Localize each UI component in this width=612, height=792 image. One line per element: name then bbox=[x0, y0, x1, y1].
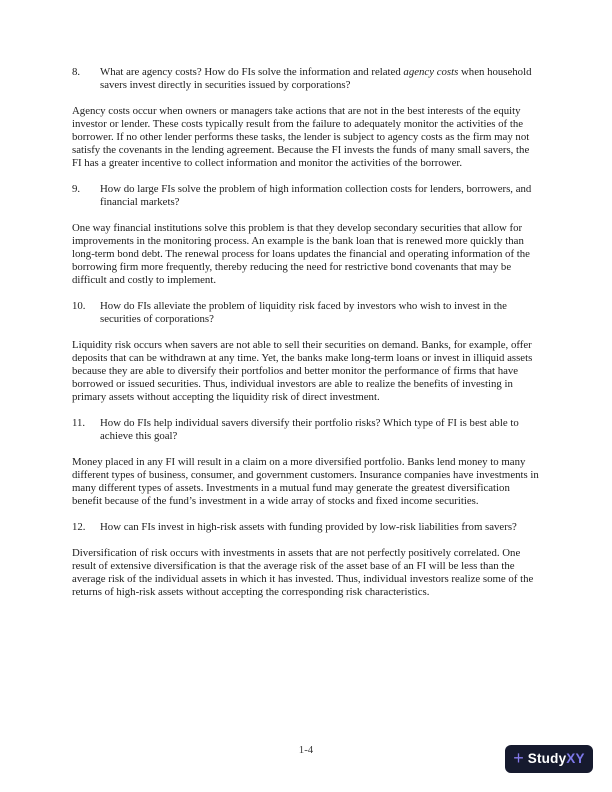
question-item bbox=[72, 521, 541, 534]
question-number: 8. bbox=[72, 66, 81, 78]
answer-paragraph: Agency costs occur when owners or managers take actions that are not in the best interests of the equity investor or lender. These costs typically result from the failure to adequately monitor the activities of the borrower. If no other lender performs these tasks, the lender is subject to agency costs as the firm may not satisfy the covenants in the lending agreement. Because the FI invests the funds of many small savers, the FI has a greater incentive to collect information and monitor the activities of the borrower. bbox=[72, 105, 530, 169]
brand-name-primary: Study bbox=[527, 751, 567, 766]
question-text bbox=[100, 183, 541, 209]
question-item bbox=[72, 300, 541, 326]
question-text-segment: What are agency costs? How do FIs solve the information and related bbox=[100, 66, 404, 78]
brand-wordmark bbox=[528, 750, 585, 768]
question-item bbox=[72, 183, 541, 209]
question-text bbox=[100, 417, 541, 443]
question-number: 9. bbox=[72, 183, 81, 195]
question-text-italic: agency costs bbox=[403, 66, 459, 78]
question-item bbox=[72, 66, 541, 92]
question-item bbox=[72, 417, 541, 443]
question-text bbox=[100, 66, 541, 92]
plus-icon: + bbox=[513, 748, 524, 768]
answer-paragraph: Money placed in any FI will result in a claim on a more diversified portfolio. Banks lend money to many different types of business, consumer, and government customers. Insurance companies have investments in many different types of assets. Investments in a mutual fund may generate the greatest diversification benefit because of the fund’s investment in a wide array of stocks and fixed income securities. bbox=[72, 456, 539, 507]
document-content bbox=[72, 66, 541, 612]
question-text bbox=[100, 521, 541, 534]
question-number: 12. bbox=[72, 521, 86, 533]
question-text-segment: How do FIs help individual savers diversify their portfolio risks? Which type of FI is best able to achieve this goal? bbox=[100, 417, 519, 442]
question-text-segment: How do large FIs solve the problem of high information collection costs for lenders, borrowers, and financial markets? bbox=[100, 183, 532, 208]
question-text-segment: How do FIs alleviate the problem of liquidity risk faced by investors who wish to invest in the securities of corporations? bbox=[100, 300, 507, 325]
answer-paragraph: Liquidity risk occurs when savers are not able to sell their securities on demand. Banks, for example, offer deposits that can be withdrawn at any time. Yet, the banks make long-term loans or invest in illiquid assets because they are able to diversify their portfolios and better monitor the performance of firms that have borrowed or issued securities. Thus, individual investors are able to realize the benefits of investing in primary assets without accepting the liquidity risk of direct investment. bbox=[72, 339, 533, 403]
brand-name-accent: XY bbox=[566, 751, 585, 766]
question-text-segment: How can FIs invest in high-risk assets with funding provided by low-risk liabilities from savers? bbox=[100, 521, 517, 533]
question-number: 10. bbox=[72, 300, 86, 312]
question-text-segment: when household savers invest directly in securities issued by corporations? bbox=[100, 66, 532, 91]
question-text bbox=[100, 300, 541, 326]
page-number: 1-4 bbox=[298, 744, 314, 756]
studyxy-logo-badge bbox=[505, 745, 593, 773]
question-number: 11. bbox=[72, 417, 86, 429]
answer-paragraph: One way financial institutions solve this problem is that they develop secondary securities that allow for improvements in the monitoring process. An example is the bank loan that is renewed more quickly than long-term bond debt. The renewal process for loans updates the financial and operating information of the borrowing firm more frequently, thereby reducing the need for restrictive bond covenants that may be difficult and costly to implement. bbox=[72, 222, 530, 286]
answer-paragraph: Diversification of risk occurs with investments in assets that are not perfectly positively correlated. One result of extensive diversification is that the average risk of the asset base of an FI will be less than the average risk of the individual assets in which it has invested. Thus, individual investors realize some of the returns of high-risk assets without accepting the corresponding risk characteristics. bbox=[72, 547, 534, 598]
